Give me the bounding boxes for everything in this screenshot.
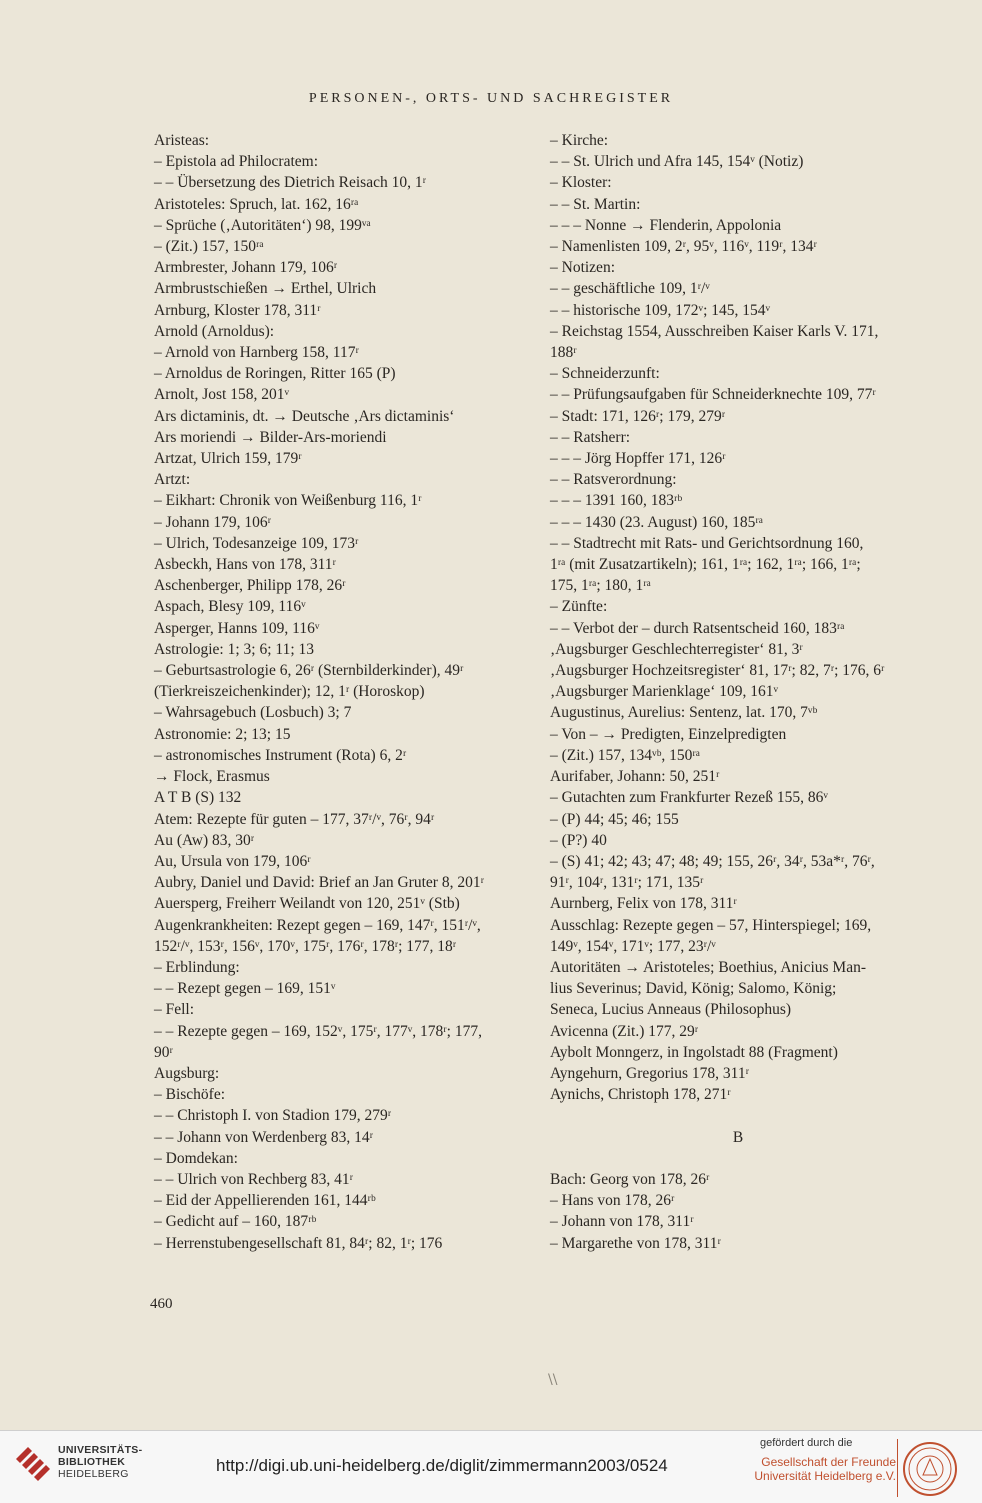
index-entry: – – Verbot der – durch Ratsentscheid 160, 183ʳᵃ (550, 619, 845, 637)
index-entry: Asbeckh, Hans von 178, 311ʳ (154, 556, 336, 574)
index-column-left (154, 130, 526, 1254)
index-entry: – Arnold von Harnberg 158, 117ʳ (154, 344, 359, 362)
index-entry: – Herrenstubengesellschaft 81, 84ʳ; 82, 1ʳ; 176 (154, 1234, 443, 1252)
index-entry: Avicenna (Zit.) 177, 29ʳ (550, 1022, 699, 1040)
index-entry: – – geschäftliche 109, 1ʳ/ᵛ (550, 280, 710, 298)
index-entry: – Zünfte: (550, 598, 608, 616)
index-entry: – – historische 109, 172ᵛ; 145, 154ᵛ (550, 301, 771, 319)
index-entry: Artzat, Ulrich 159, 179ʳ (154, 450, 302, 468)
index-entry: – – – Nonne → Flenderin, Appolonia (550, 216, 782, 234)
index-entry: – Fell: (154, 1001, 195, 1019)
index-entry: 1ʳᵃ (mit Zusatzartikeln); 161, 1ʳᵃ; 162, 1ʳᵃ; 166, 1ʳᵃ; (550, 556, 861, 574)
index-entry: – – Rezept gegen – 169, 151ᵛ (154, 980, 336, 998)
index-entry: Aschenberger, Philipp 178, 26ʳ (154, 577, 346, 595)
university-seal-icon (902, 1441, 958, 1497)
index-entry: – Sprüche (‚Autoritäten‘) 98, 199ᵛᵃ (154, 216, 371, 234)
index-entry: – Johann von 178, 311ʳ (550, 1213, 694, 1231)
index-entry: – – – 1391 160, 183ʳᵇ (550, 492, 683, 510)
index-entry: Arnolt, Jost 158, 201ᵛ (154, 386, 290, 404)
index-entry: – Kloster: (550, 174, 612, 192)
index-entry: – Wahrsagebuch (Losbuch) 3; 7 (154, 704, 352, 722)
index-entry: Au, Ursula von 179, 106ʳ (154, 852, 311, 870)
index-entry: – Hans von 178, 26ʳ (550, 1192, 675, 1210)
index-entry: – Arnoldus de Roringen, Ritter 165 (P) (154, 365, 396, 383)
index-entry: Artzt: (154, 471, 191, 489)
index-entry: A T B (S) 132 (154, 789, 242, 807)
index-entry: Ars dictaminis, dt. → Deutsche ‚Ars dictaminis‘ (154, 407, 455, 425)
index-entry: – – – 1430 (23. August) 160, 185ʳᵃ (550, 513, 763, 531)
index-entry: Seneca, Lucius Anneaus (Philosophus) (550, 1001, 792, 1019)
index-entry: – Notizen: (550, 259, 615, 277)
running-title: PERSONEN-, ORTS- UND SACHREGISTER (308, 91, 674, 106)
index-entry: Astrologie: 1; 3; 6; 11; 13 (154, 640, 315, 658)
index-entry: Arnold (Arnoldus): (154, 322, 275, 340)
index-entry: – – St. Ulrich und Afra 145, 154ᵛ (Notiz) (550, 153, 804, 171)
index-entry: – Reichstag 1554, Ausschreiben Kaiser Karls V. 171, (550, 322, 879, 340)
index-entry: lius Severinus; David, König; Salomo, König; (550, 980, 837, 998)
index-entry: – Kirche: (550, 132, 609, 149)
index-entry: Aurifaber, Johann: 50, 251ʳ (550, 768, 720, 786)
index-entry: – (Zit.) 157, 134ᵛᵇ, 150ʳᵃ (550, 746, 700, 764)
index-entry: Aubry, Daniel und David: Brief an Jan Gruter 8, 201ʳ (154, 874, 484, 892)
viewer-footer (0, 1430, 982, 1503)
page-number: 460 (150, 1296, 173, 1312)
index-entry: – Domdekan: (154, 1149, 238, 1167)
index-entry: – Gutachten zum Frankfurter Rezeß 155, 86ᵛ (550, 789, 828, 807)
index-entry: Aybolt Monngerz, in Ingolstadt 88 (Fragment) (550, 1043, 838, 1061)
index-entry: ‚Augsburger Hochzeitsregister‘ 81, 17ʳ; 82, 7ʳ; 176, 6ʳ (550, 662, 885, 680)
index-entry: – Erblindung: (154, 958, 240, 976)
university-library-logo-icon (12, 1443, 52, 1483)
document-url[interactable]: http://digi.ub.uni-heidelberg.de/diglit/zimmermann2003/0524 (216, 1456, 668, 1475)
index-entry: – Schneiderzunft: (550, 365, 660, 383)
sponsor-name: Gesellschaft der Freunde Universität Heidelberg e.V. (754, 1455, 896, 1483)
index-entry: – – Christoph I. von Stadion 179, 279ʳ (154, 1107, 392, 1125)
index-entry: Atem: Rezepte für guten – 177, 37ʳ/ᵛ, 76ʳ, 94ʳ (154, 810, 435, 828)
index-entry: ‚Augsburger Geschlechterregister‘ 81, 3ʳ (550, 640, 803, 658)
index-entry: – astronomisches Instrument (Rota) 6, 2ʳ (154, 746, 407, 764)
index-entry: Augenkrankheiten: Rezept gegen – 169, 147ʳ, 151ʳ/ᵛ, (154, 916, 481, 934)
index-entry: – (S) 41; 42; 43; 47; 48; 49; 155, 26ʳ, 34ʳ, 53a*ʳ, 76ʳ, (550, 852, 875, 870)
index-entry: ‚Augsburger Marienklage‘ 109, 161ᵛ (550, 683, 779, 701)
index-entry: – (P?) 40 (550, 831, 607, 849)
index-entry: 175, 1ʳᵃ; 180, 1ʳᵃ (550, 577, 651, 595)
index-entry: Bach: Georg von 178, 26ʳ (550, 1170, 710, 1188)
index-entry: – Eid der Appellierenden 161, 144ʳᵇ (154, 1192, 376, 1210)
index-entry: – – Stadtrecht mit Rats- und Gerichtsordnung 160, (550, 534, 864, 552)
pencil-margin-mark: \\ (548, 1372, 558, 1388)
index-entry: Aristoteles: Spruch, lat. 162, 16ʳᵃ (154, 195, 359, 213)
index-entry: – – Johann von Werdenberg 83, 14ʳ (154, 1128, 373, 1146)
index-entry: – Gedicht auf – 160, 187ʳᵇ (154, 1213, 317, 1231)
index-entry: – – – Jörg Hopffer 171, 126ʳ (550, 450, 726, 468)
index-entry: – (P) 44; 45; 46; 155 (550, 810, 679, 828)
index-entry: Asperger, Hanns 109, 116ᵛ (154, 619, 320, 637)
index-entry: Astronomie: 2; 13; 15 (154, 725, 291, 743)
index-entry: 90ʳ (154, 1043, 173, 1061)
index-entry: – – Rezepte gegen – 169, 152ᵛ, 175ʳ, 177ᵛ, 178ʳ; 177, (154, 1022, 482, 1040)
blank-line (550, 1105, 926, 1126)
index-entry: 152ʳ/ᵛ, 153ʳ, 156ᵛ, 170ᵛ, 175ʳ, 176ʳ, 178ʳ; 177, 18ʳ (154, 937, 457, 955)
index-entry: – Eikhart: Chronik von Weißenburg 116, 1ʳ (154, 492, 422, 510)
index-entry: Aspach, Blesy 109, 116ᵛ (154, 598, 306, 616)
index-entry: – – St. Martin: (550, 195, 641, 213)
index-entry: Aurnberg, Felix von 178, 311ʳ (550, 895, 737, 913)
index-entry: – – Ratsherr: (550, 428, 631, 446)
index-entry: Augsburg: (154, 1064, 220, 1082)
footer-divider (897, 1439, 898, 1497)
index-entry: 188ʳ (550, 344, 577, 362)
index-entry: – Namenlisten 109, 2ʳ, 95ᵛ, 116ᵛ, 119ʳ, 134ʳ (550, 238, 817, 256)
index-entry: – – Ratsverordnung: (550, 471, 677, 489)
blank-line (550, 1148, 926, 1169)
index-entry: – (Zit.) 157, 150ʳᵃ (154, 238, 264, 256)
index-entry: 149ᵛ, 154ᵛ, 171ᵛ; 177, 23ʳ/ᵛ (550, 937, 716, 955)
index-entry: Armbrester, Johann 179, 106ʳ (154, 259, 338, 277)
index-entry: – – Ulrich von Rechberg 83, 41ʳ (154, 1170, 353, 1188)
index-entry: – Von – → Predigten, Einzelpredigten (550, 725, 787, 743)
index-entry: Aristeas: (154, 132, 210, 149)
index-entry: – Epistola ad Philocratem: (154, 153, 319, 171)
index-entry: Au (Aw) 83, 30ʳ (154, 831, 255, 849)
index-entry: Autoritäten → Aristoteles; Boethius, Anicius Man- (550, 958, 866, 976)
index-entry: Ars moriendi → Bilder-Ars-moriendi (154, 428, 387, 446)
index-entry: Auersperg, Freiherr Weilandt von 120, 251ᵛ (Stb) (154, 895, 460, 913)
index-entry: Armbrustschießen → Erthel, Ulrich (154, 280, 377, 298)
index-entry: Ayngehurn, Gregorius 178, 311ʳ (550, 1064, 749, 1082)
index-entry: – – Prüfungsaufgaben für Schneiderknechte 109, 77ʳ (550, 386, 876, 404)
index-entry: Arnburg, Kloster 178, 311ʳ (154, 301, 321, 319)
index-entry: – Stadt: 171, 126ʳ; 179, 279ʳ (550, 407, 726, 425)
index-entry: Aynichs, Christoph 178, 271ʳ (550, 1086, 731, 1104)
index-column-right (550, 130, 926, 1254)
index-entry: → Flock, Erasmus (154, 768, 270, 786)
library-name: UNIVERSITÄTS- BIBLIOTHEK HEIDELBERG (58, 1444, 143, 1480)
index-entry: Augustinus, Aurelius: Sentenz, lat. 170, 7ᵛᵇ (550, 704, 818, 722)
index-entry: – Margarethe von 178, 311ʳ (550, 1234, 721, 1252)
funded-by-label: gefördert durch die (760, 1437, 853, 1449)
section-letter: B (732, 1128, 744, 1146)
index-entry: – Ulrich, Todesanzeige 109, 173ʳ (154, 534, 359, 552)
index-entry: – Bischöfe: (154, 1086, 226, 1104)
index-entry: (Tierkreiszeichenkinder); 12, 1ʳ (Horoskop) (154, 683, 425, 701)
index-entry: Ausschlag: Rezepte gegen – 57, Hinterspiegel; 169, (550, 916, 872, 934)
index-entry: – – Übersetzung des Dietrich Reisach 10, 1ʳ (154, 174, 426, 192)
index-entry: 91ʳ, 104ʳ, 131ʳ; 171, 135ʳ (550, 874, 704, 892)
index-entry: – Johann 179, 106ʳ (154, 513, 272, 531)
index-entry: – Geburtsastrologie 6, 26ʳ (Sternbilderkinder), 49ʳ (154, 662, 464, 680)
